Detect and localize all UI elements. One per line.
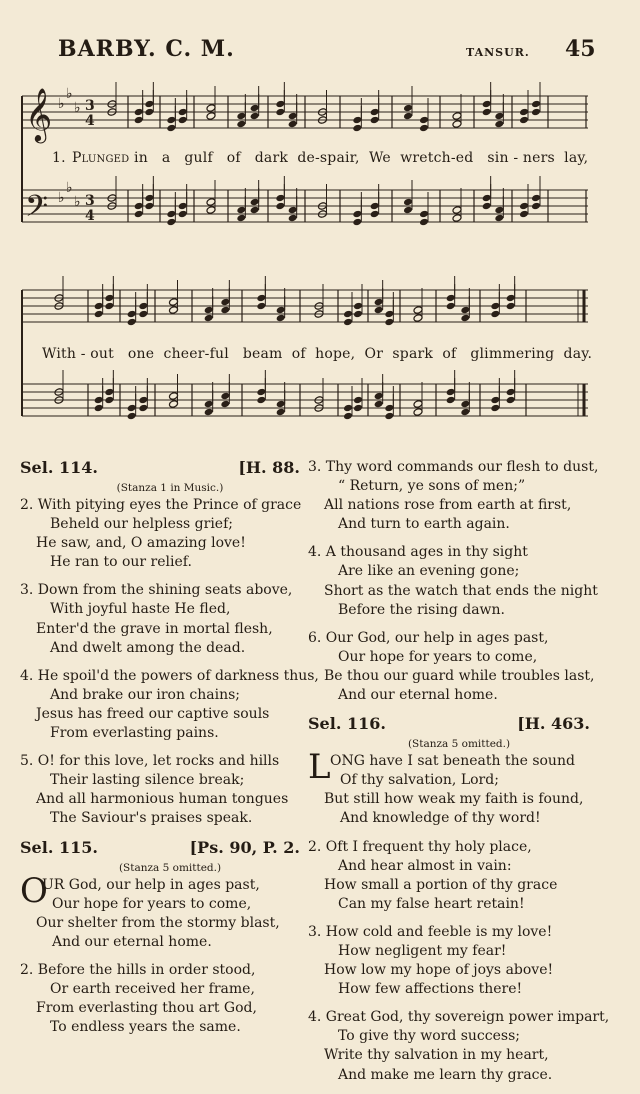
verse-line: Before the rising dawn. — [338, 601, 506, 618]
sel-114-verses — [20, 496, 319, 829]
verse-line: With joyful haste He fled, — [50, 601, 231, 618]
right-column — [308, 458, 610, 1094]
verse-line: But still how weak my faith is found, — [324, 791, 584, 808]
time-sig-top-treble: 3 — [85, 98, 95, 114]
svg-text:♭: ♭ — [66, 180, 73, 196]
verse-line: And all harmonious human tongues — [36, 791, 289, 808]
verse-line: To endless years the same. — [50, 1019, 241, 1036]
verse-line: Of thy salvation, Lord; — [340, 772, 499, 789]
verse-line: How negligent my fear! — [338, 942, 507, 959]
time-sig-top-bass: 3 — [85, 193, 95, 209]
verse-line: 3. Thy word commands our flesh to dust, — [308, 459, 599, 475]
composer-name: TANSUR. — [466, 46, 530, 59]
verse-line: Our shelter from the stormy blast, — [36, 914, 280, 931]
verse-line: Their lasting silence break; — [50, 772, 245, 789]
page-number: 45 — [565, 36, 596, 62]
sel-115-verses — [20, 961, 300, 1037]
svg-text:♭: ♭ — [74, 194, 81, 210]
svg-text:♭: ♭ — [66, 86, 73, 102]
verse-line: 4. Great God, thy sovereign power impart, — [308, 1009, 610, 1026]
verse-line: Are like an evening gone; — [338, 563, 520, 580]
verse-line: Beheld our helpless grief; — [50, 516, 233, 533]
verse-line: And brake our iron chains; — [50, 686, 241, 703]
verse-line: From everlasting thou art God, — [36, 1000, 257, 1017]
verse-line: All nations rose from earth at first, — [324, 497, 572, 514]
sel-115-note: (Stanza 5 omitted.) — [118, 861, 222, 874]
verse — [20, 961, 300, 1037]
bass-clef-icon: 𝄢 — [25, 190, 49, 231]
verse-line: How low my hope of joys above! — [324, 962, 554, 979]
sel-114-ref: [H. 88. — [238, 458, 300, 477]
verse-line: 2. Oft I frequent thy holy place, — [308, 838, 532, 855]
verse-line: Our hope for years to come, — [338, 648, 538, 665]
verse-line: To give thy word success; — [338, 1028, 520, 1045]
svg-text:♭: ♭ — [58, 96, 65, 112]
verse-line: The Saviour's praises speak. — [50, 810, 253, 827]
verse — [308, 838, 590, 914]
drop-cap: L — [308, 747, 331, 788]
verse — [308, 543, 598, 619]
verse-line: And our eternal home. — [338, 687, 498, 704]
svg-text:♭: ♭ — [74, 100, 81, 116]
staff-lines — [22, 96, 588, 416]
sel-116-label: Sel. 116. — [308, 714, 386, 734]
verse-line: And turn to earth again. — [338, 516, 510, 533]
verse — [20, 581, 300, 657]
sel-114-label: Sel. 114. — [20, 458, 98, 477]
sel-116-note: (Stanza 5 omitted.) — [407, 738, 511, 751]
verse — [20, 752, 300, 828]
lyric-line-2-text: With - out one cheer-ful beam of hope, Or spark of glimmering day. — [42, 346, 593, 362]
verse-line: How small a portion of thy grace — [324, 876, 558, 893]
verse-line: Enter'd the grave in mortal flesh, — [36, 620, 273, 637]
verse-line: And our eternal home. — [52, 933, 212, 950]
lyric-verse-number: 1. — [52, 150, 66, 166]
sel-115-continued-verses — [308, 458, 599, 705]
verse-line: 2. Before the hills in order stood, — [20, 961, 256, 978]
bar-lines — [22, 96, 589, 416]
verse-line: 6. Our God, our help in ages past, — [308, 629, 549, 646]
lyric-first-word: Plunged — [72, 150, 130, 166]
verse-line: Or earth received her frame, — [50, 980, 255, 997]
note-heads — [54, 82, 541, 420]
time-sig-bottom-bass: 4 — [85, 208, 95, 224]
verse-line: 2. With pitying eyes the Prince of grace — [20, 497, 302, 513]
sel-116-verse-1 — [308, 747, 590, 828]
sel-116-ref: [H. 463. — [517, 714, 590, 734]
left-column — [20, 458, 319, 1046]
verse-line: And dwelt among the dead. — [50, 639, 246, 656]
clefs — [25, 87, 52, 231]
verse-line: How few affections there! — [338, 981, 523, 998]
verse-line: “ Return, ye sons of men;” — [338, 478, 526, 495]
music-score — [0, 0, 640, 440]
svg-text:♭: ♭ — [58, 190, 65, 206]
verse-line: Write thy salvation in my heart, — [324, 1047, 549, 1064]
verse — [308, 629, 595, 705]
verse-line: 4. He spoil'd the powers of darkness thus, — [20, 667, 319, 684]
verse-line: And hear almost in vain: — [338, 857, 512, 874]
verse — [308, 458, 599, 534]
verse-line: L ONG have I sat beneath the sound — [308, 747, 575, 788]
verse-line: 5. O! for this love, let rocks and hills — [20, 753, 280, 770]
verse — [308, 923, 590, 999]
sel-116-heading — [308, 714, 590, 736]
verse — [308, 1008, 610, 1084]
verse — [20, 667, 319, 743]
verse-line: And make me learn thy grace. — [338, 1066, 553, 1083]
lyric-line-1-text: in a gulf of dark de-spair, We wretch-ed sin - ners lay, — [129, 150, 589, 166]
sel-115-ref: [Ps. 90, P. 2. — [189, 837, 300, 857]
verse-line: 4. A thousand ages in thy sight — [308, 544, 528, 561]
verse-line: He ran to our relief. — [50, 554, 192, 571]
verse-line: 3. How cold and feeble is my love! — [308, 923, 553, 940]
verse-line: He saw, and, O amazing love! — [36, 535, 246, 552]
verse-line: O UR God, our help in ages past, — [20, 870, 260, 911]
treble-clef-icon: 𝄞 — [25, 87, 53, 141]
time-sig-bottom-treble: 4 — [85, 113, 95, 129]
sel-114-heading — [20, 458, 300, 480]
verse-line: Our hope for years to come, — [52, 895, 252, 912]
sel-115-label: Sel. 115. — [20, 837, 98, 857]
verse-line: And knowledge of thy word! — [340, 810, 541, 827]
verse-line: 3. Down from the shining seats above, — [20, 582, 293, 599]
verse-line: Jesus has freed our captive souls — [36, 705, 270, 722]
verse-line: From everlasting pains. — [50, 725, 219, 742]
sel-115-verse-1 — [20, 870, 300, 952]
drop-cap: O — [20, 870, 48, 911]
sel-116-verses — [308, 838, 610, 1085]
verse-line: Be thou our guard while troubles last, — [324, 667, 595, 684]
verse — [20, 496, 300, 572]
sel-114-note: (Stanza 1 in Music.) — [116, 482, 224, 494]
sel-115-heading — [20, 838, 300, 860]
key-signature — [58, 86, 81, 210]
verse-line: Can my false heart retain! — [338, 895, 525, 912]
verse-line: Short as the watch that ends the night — [324, 582, 598, 599]
tune-title: BARBY. C. M. — [58, 36, 235, 62]
